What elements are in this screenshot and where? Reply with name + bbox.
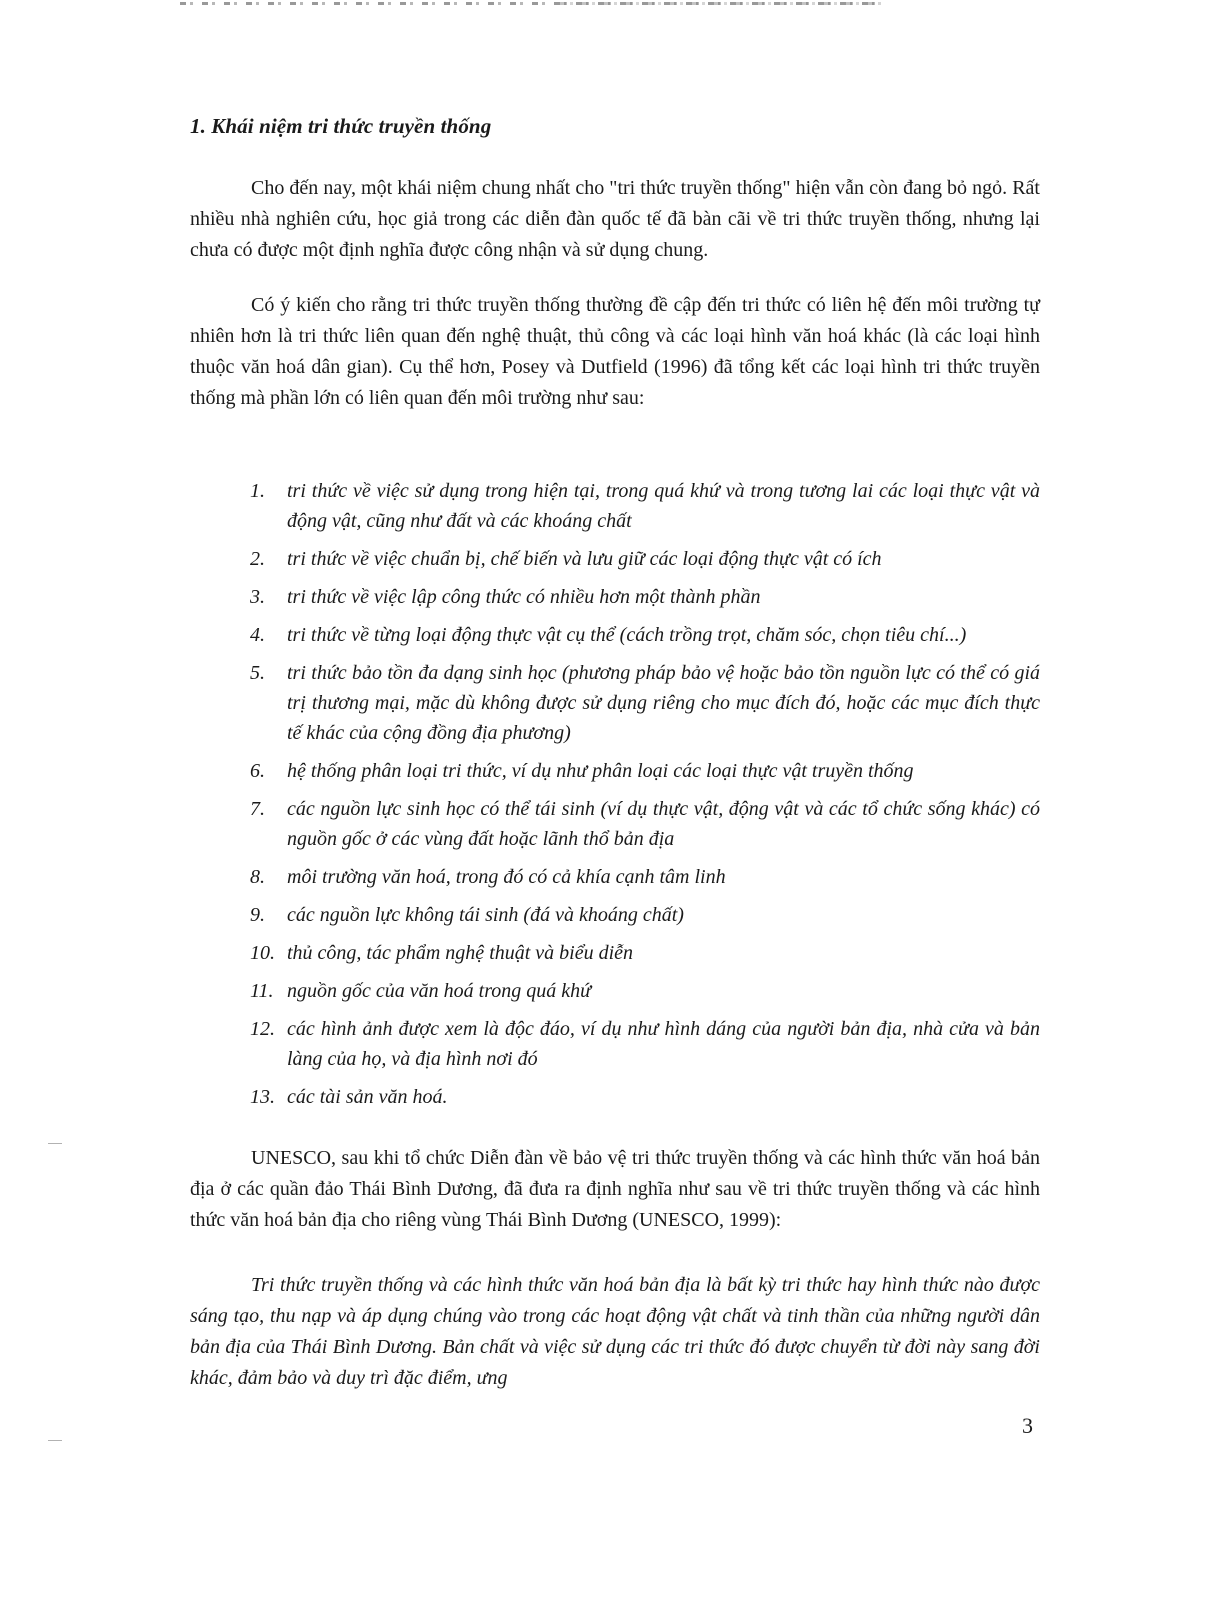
scan-artifact-top-faint [560, 2, 890, 5]
paragraph-posey-dutfield: Có ý kiến cho rằng tri thức truyền thống thường đề cập đến tri thức có liên hệ đến môi trường tự nhiên hơn là tri thức liên quan đến nghệ thuật, thủ công và các loại hình văn hoá khác (là các loại hình thuộc văn hoá dân gian). Cụ thể hơn, Posey và Dutfield (1996) đã tổng kết các loại hình tri thức truyền thống mà phần lớn có liên quan đến môi trường như sau: [190, 294, 1040, 409]
paragraph-intro: Cho đến nay, một khái niệm chung nhất cho "tri thức truyền thống" hiện vẫn còn đang bỏ ngỏ. Rất nhiều nhà nghiên cứu, học giả trong các diễn đàn quốc tế đã bàn cãi về tri thức truyền thống, nhưng lại chưa có được một định nghĩa được công nhận và sử dụng chung. [190, 177, 1040, 261]
list-item [250, 620, 1040, 650]
list-item-text: tri thức về từng loại động thực vật cụ thể (cách trồng trọt, chăm sóc, chọn tiêu chí...) [287, 624, 967, 646]
list-item [250, 1082, 1040, 1112]
list-item-text: các tài sản văn hoá. [287, 1086, 448, 1108]
list-item-number: 8. [250, 866, 265, 888]
margin-mark [48, 1143, 62, 1144]
list-item-number: 3. [250, 586, 265, 608]
list-item-number: 1. [250, 480, 265, 502]
list-item-number: 12. [250, 1018, 275, 1040]
list-item-number: 10. [250, 942, 275, 964]
list-item-number: 5. [250, 662, 265, 684]
list-item [250, 794, 1040, 854]
list-item [250, 900, 1040, 930]
paragraph-unesco: UNESCO, sau khi tổ chức Diễn đàn về bảo vệ tri thức truyền thống và các hình thức văn hoá bản địa ở các quần đảo Thái Bình Dương, đã đưa ra định nghĩa như sau về tri thức truyền thống và các hình thức văn hoá bản địa cho riêng vùng Thái Bình Dương (UNESCO, 1999): [190, 1147, 1040, 1231]
list-item [250, 938, 1040, 968]
list-item-text: tri thức về việc lập công thức có nhiều hơn một thành phần [287, 586, 761, 608]
list-item [250, 476, 1040, 536]
list-item-text: các hình ảnh được xem là độc đáo, ví dụ như hình dáng của người bản địa, nhà cửa và bản làng của họ, và địa hình nơi đó [287, 1018, 1040, 1070]
list-item-number: 11. [250, 980, 274, 1002]
list-item [250, 862, 1040, 892]
section-heading: 1. Khái niệm tri thức truyền thống [190, 114, 492, 138]
list-item [250, 1014, 1040, 1074]
list-item-text: thủ công, tác phẩm nghệ thuật và biểu diễn [287, 942, 634, 964]
list-item-text: tri thức về việc sử dụng trong hiện tại, trong quá khứ và trong tương lai các loại thực vật và động vật, cũng như đất và các khoáng chất [287, 480, 1040, 532]
paragraph-unesco-definition: Tri thức truyền thống và các hình thức văn hoá bản địa là bất kỳ tri thức hay hình thức nào được sáng tạo, thu nạp và áp dụng chúng vào trong các hoạt động vật chất và tinh thần của những người dân bản địa của Thái Bình Dương. Bản chất và việc sử dụng các tri thức đó được chuyển từ đời này sang đời khác, đảm bảo và duy trì đặc điểm, ưng [190, 1274, 1040, 1389]
list-item-number: 6. [250, 760, 265, 782]
list-item-text: các nguồn lực sinh học có thể tái sinh (ví dụ thực vật, động vật và các tổ chức sống khác) có nguồn gốc ở các vùng đất hoặc lãnh thổ bản địa [287, 798, 1040, 850]
list-item-number: 4. [250, 624, 265, 646]
list-item-number: 13. [250, 1086, 275, 1108]
list-item [250, 658, 1040, 748]
knowledge-types-list [250, 476, 1040, 1120]
list-item-text: tri thức về việc chuẩn bị, chế biến và lưu giữ các loại động thực vật có ích [287, 548, 882, 570]
list-item [250, 756, 1040, 786]
list-item-text: hệ thống phân loại tri thức, ví dụ như phân loại các loại thực vật truyền thống [287, 760, 914, 782]
list-item-text: các nguồn lực không tái sinh (đá và khoáng chất) [287, 904, 684, 926]
list-item [250, 582, 1040, 612]
list-item [250, 976, 1040, 1006]
list-item [250, 544, 1040, 574]
page-number: 3 [1022, 1413, 1033, 1438]
list-item-text: môi trường văn hoá, trong đó có cả khía cạnh tâm linh [287, 866, 726, 888]
list-item-text: nguồn gốc của văn hoá trong quá khứ [287, 980, 592, 1002]
list-item-number: 9. [250, 904, 265, 926]
list-item-number: 2. [250, 548, 265, 570]
list-item-number: 7. [250, 798, 265, 820]
margin-mark [48, 1440, 62, 1441]
list-item-text: tri thức bảo tồn đa dạng sinh học (phương pháp bảo vệ hoặc bảo tồn nguồn lực có thể có giá trị thương mại, mặc dù không được sử dụng riêng cho mục đích đó, hoặc các mục đích thực tế khác của cộng đồng địa phương) [287, 662, 1040, 744]
